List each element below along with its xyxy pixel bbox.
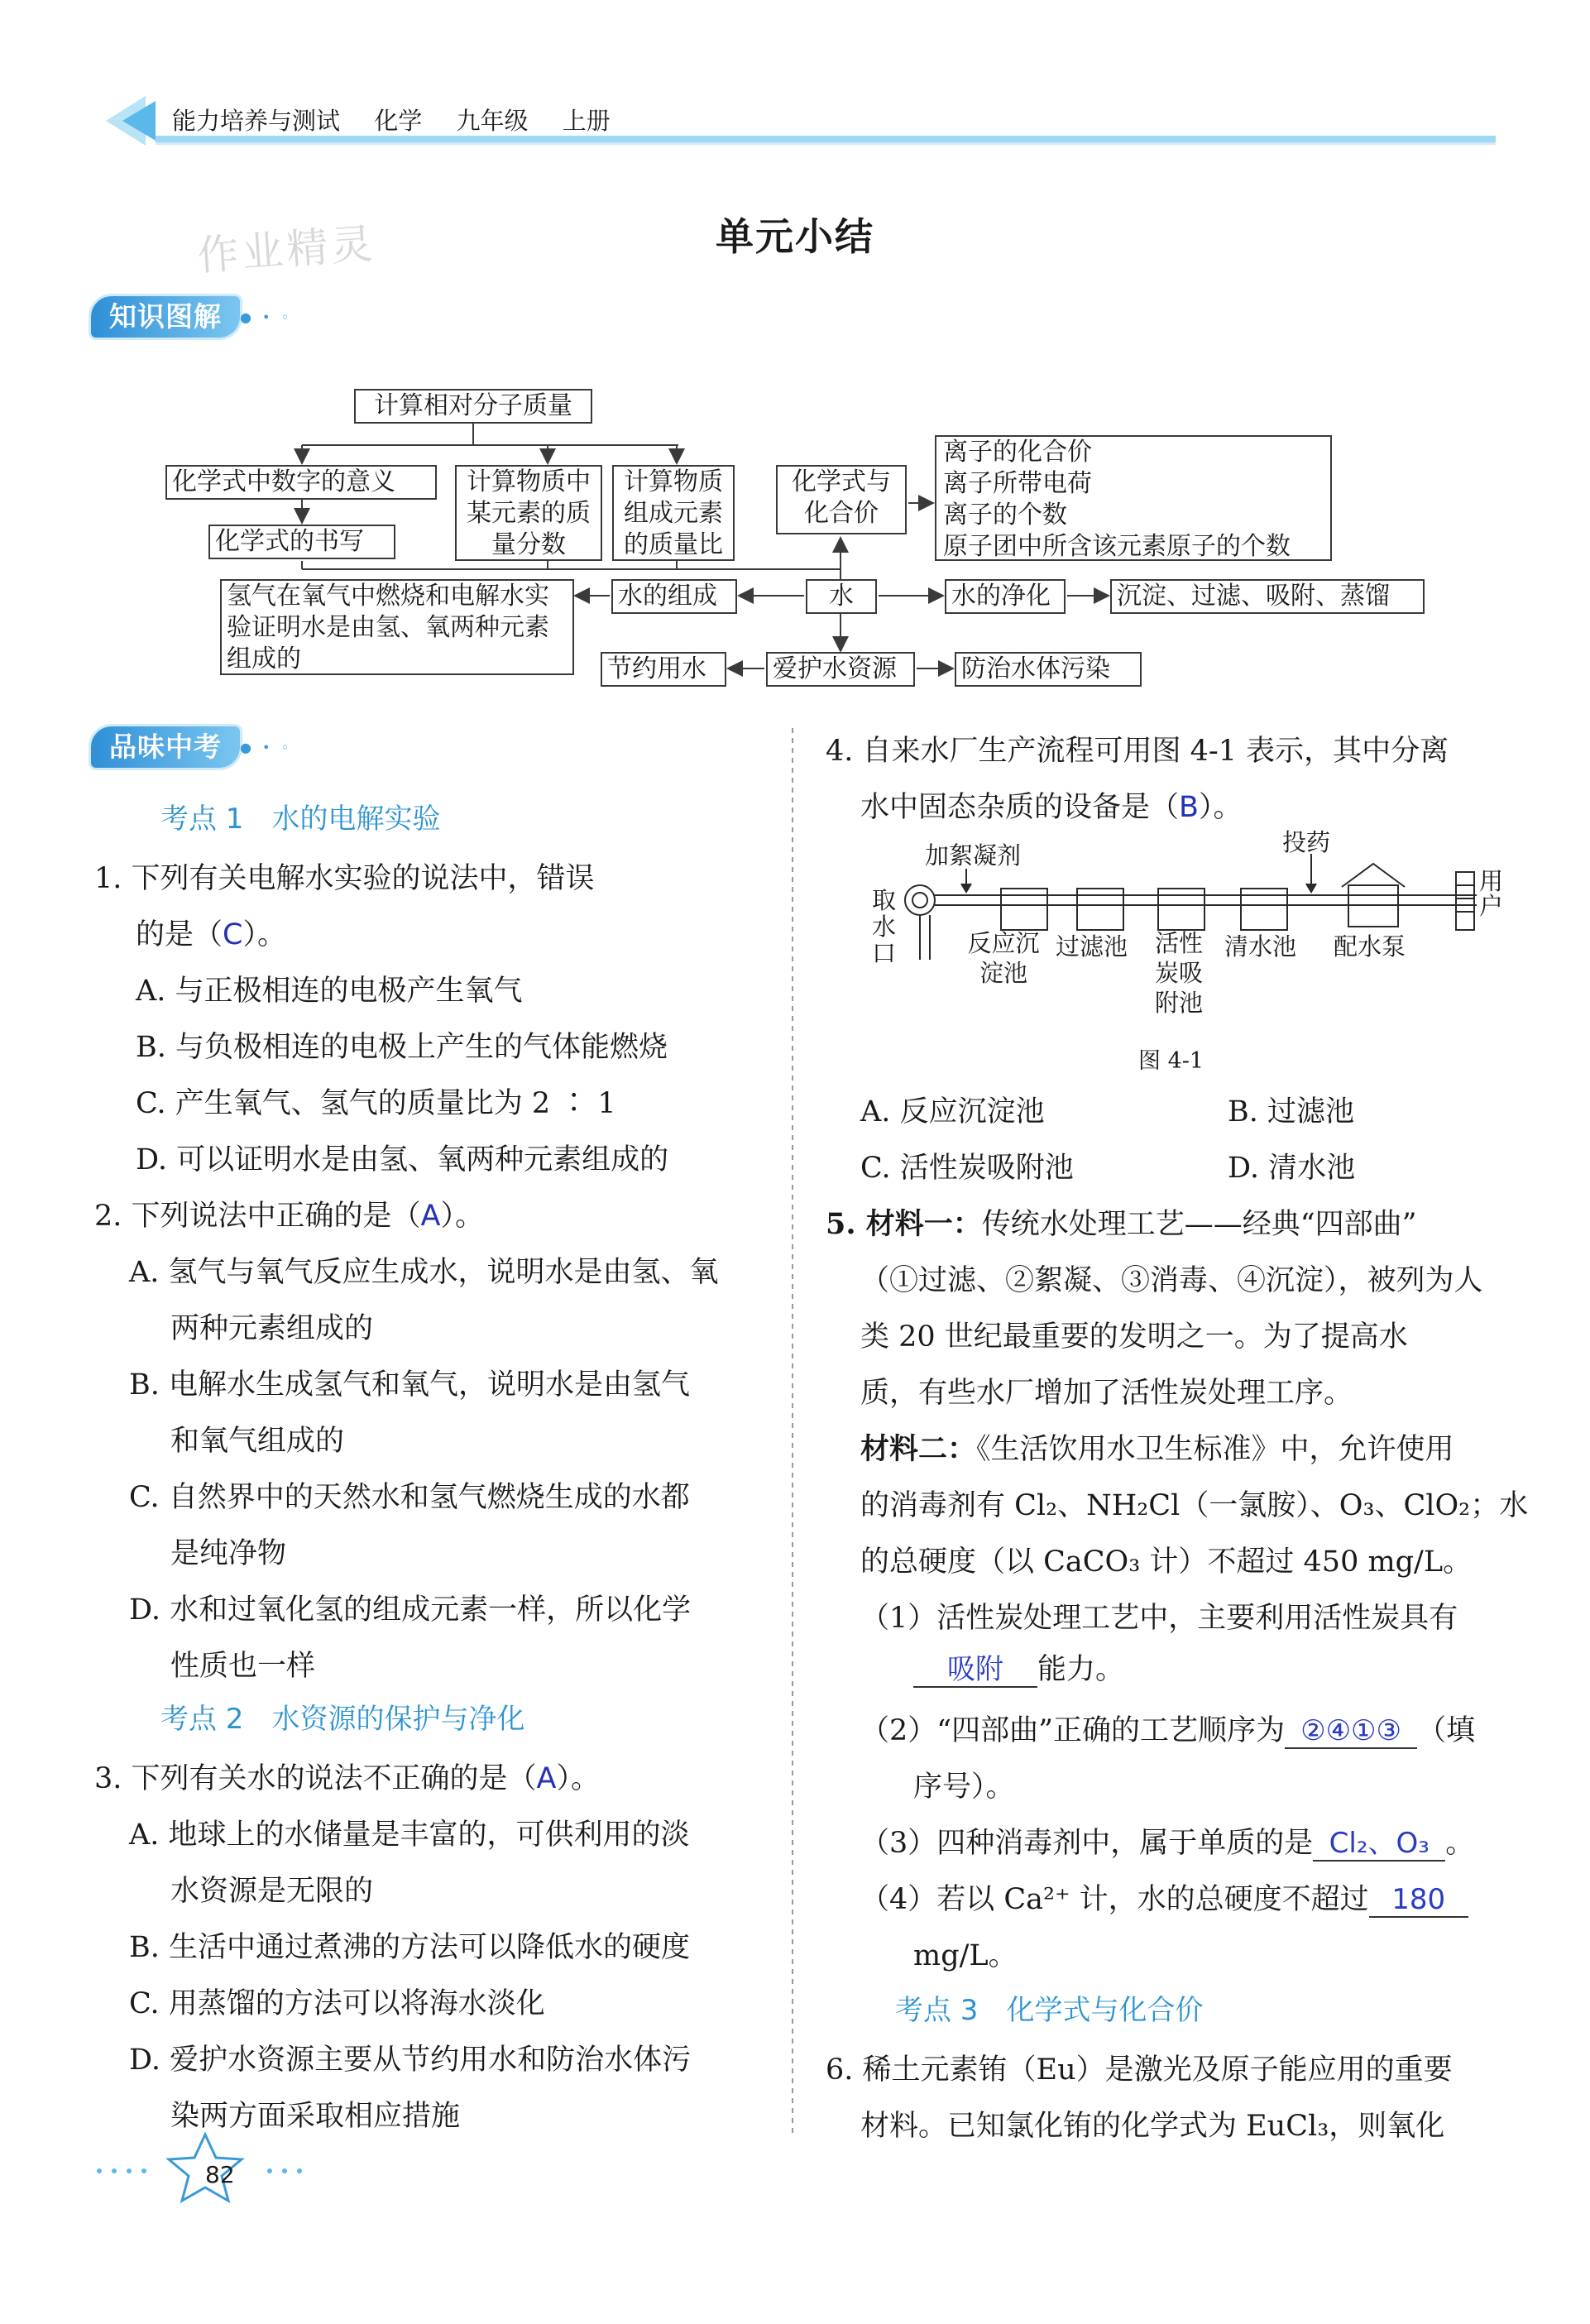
box-water-purification: 水的净化 xyxy=(945,579,1066,614)
section-exam-label: 品味中考 xyxy=(91,726,240,768)
box-hydrogen-proof: 氢气在氧气中燃烧和电解水实验证明水是由氢、氧两种元素组成的 xyxy=(220,579,574,675)
label-users: 用户 xyxy=(1479,867,1504,920)
q3-stem-end: ）。 xyxy=(556,1762,600,1795)
header-volume: 上册 xyxy=(562,107,611,135)
q2-stem-end: ）。 xyxy=(440,1200,484,1233)
q5-part3-answer: Cl₂、O₃ xyxy=(1313,1827,1445,1862)
header-grade: 九年级 xyxy=(456,107,529,135)
q3-option-d-line2: 染两方面采取相应措施 xyxy=(170,2100,461,2133)
q3-option-c: C. 用蒸馏的方法可以将海水淡化 xyxy=(129,1987,545,2020)
q5-part1-line2 xyxy=(913,1646,1124,1688)
q1-option-b: B. 与负极相连的电极上产生的气体能燃烧 xyxy=(136,1031,668,1064)
q4-option-c: C. 活性炭吸附池 xyxy=(860,1152,1074,1185)
kaodian-2: 考点 2 水资源的保护与净化 xyxy=(160,1703,525,1736)
page-number: 82 xyxy=(205,2161,235,2188)
q5-material2-text: 《生活饮用水卫生标准》中，允许使用 xyxy=(976,1433,1454,1466)
valence-item: 原子团中所含该元素原子的个数 xyxy=(943,532,1291,561)
q4-option-a: A. 反应沉淀池 xyxy=(860,1095,1045,1128)
label-clear: 清水池 xyxy=(1224,932,1297,961)
q5-part3-end: 。 xyxy=(1445,1827,1475,1860)
q5-part4-answer: 180 xyxy=(1369,1883,1468,1918)
q5-material1-text: 传统水处理工艺——经典“四部曲” xyxy=(981,1208,1417,1241)
q3-option-a-line2: 水资源是无限的 xyxy=(170,1875,374,1908)
q3-option-d-line1: D. 爱护水资源主要从节约用水和防治水体污 xyxy=(129,2044,692,2077)
box-protect-water: 爱护水资源 xyxy=(766,652,915,687)
label-dose: 投药 xyxy=(1282,828,1331,856)
figure-caption: 图 4-1 xyxy=(1138,1048,1204,1074)
q4-stem-text: 水中固态杂质的设备是（ xyxy=(860,791,1180,824)
header-book: 能力培养与测试 xyxy=(172,107,341,135)
label-filter: 过滤池 xyxy=(1056,932,1128,961)
q3-option-b: B. 生活中通过煮沸的方法可以降低水的硬度 xyxy=(129,1931,690,1964)
q6-line2: 材料。已知氯化铕的化学式为 EuCl₃，则氧化 xyxy=(860,2110,1445,2143)
valence-item: 离子所带电荷 xyxy=(943,469,1092,498)
q5-material1-line3: 类 20 世纪最重要的发明之一。为了提高水 xyxy=(860,1320,1408,1354)
q2-option-c-line2: 是纯净物 xyxy=(170,1537,287,1570)
box-formula-meaning: 化学式中数字的意义 xyxy=(165,465,437,500)
q2-stem-text: 2. 下列说法中正确的是（ xyxy=(94,1200,421,1233)
q5-part1-end: 能力。 xyxy=(1037,1653,1125,1686)
q5-part3-text: （3）四种消毒剂中，属于单质的是 xyxy=(860,1827,1314,1860)
q5-part1-answer: 吸附 xyxy=(913,1653,1037,1688)
box-mass-fraction: 计算物质中某元素的质量分数 xyxy=(455,465,602,561)
concept-map xyxy=(0,0,1590,745)
q3-option-a-line1: A. 地球上的水储量是丰富的，可供利用的淡 xyxy=(129,1818,690,1852)
q2-option-d-line2: 性质也一样 xyxy=(170,1650,316,1683)
q2-option-d-line1: D. 水和过氧化氢的组成元素一样，所以化学 xyxy=(129,1593,692,1627)
q4-stem-line2 xyxy=(860,784,1243,826)
q5-material1-line2: （①过滤、②絮凝、③消毒、④沉淀），被列为人 xyxy=(860,1264,1483,1297)
box-save-water: 节约用水 xyxy=(601,652,726,687)
q1-stem-line1: 1. 下列有关电解水实验的说法中，错误 xyxy=(94,862,595,895)
q4-stem-line1: 4. 自来水厂生产流程可用图 4-1 表示，其中分离 xyxy=(826,735,1449,768)
q5-part2-fill: （填 xyxy=(1417,1714,1476,1747)
q5-part4-text: （4）若以 Ca²⁺ 计，水的总硬度不超过 xyxy=(860,1883,1369,1916)
box-formula-writing: 化学式的书写 xyxy=(208,525,395,559)
box-valence-items xyxy=(935,435,1332,561)
q5-material1-line4: 质，有些水厂增加了活性炭处理工序。 xyxy=(860,1377,1353,1410)
q5-part4-line1 xyxy=(860,1876,1468,1918)
q5-material2-line3: 的总硬度（以 CaCO₃ 计）不超过 450 mg/L。 xyxy=(860,1545,1473,1579)
valence-item: 离子的化合价 xyxy=(943,438,1092,467)
q2-option-c-line1: C. 自然界中的天然水和氢气燃烧生成的水都 xyxy=(129,1481,690,1514)
q2-option-b-line1: B. 电解水生成氢气和氧气，说明水是由氢气 xyxy=(129,1368,690,1402)
q5-material1-line1 xyxy=(826,1201,1417,1243)
q5-part2-line1 xyxy=(860,1708,1475,1749)
kaodian-1: 考点 1 水的电解实验 xyxy=(160,803,441,836)
dots-icon: ● • ◦ xyxy=(240,309,293,325)
q5-part3 xyxy=(860,1820,1474,1862)
box-purification-methods: 沉淀、过滤、吸附、蒸馏 xyxy=(1110,579,1425,614)
q1-option-c: C. 产生氧气、氢气的质量比为 2 ∶ 1 xyxy=(136,1087,616,1120)
watermark-logo: 作业精灵 xyxy=(195,219,378,280)
q1-option-a: A. 与正极相连的电极产生氧气 xyxy=(136,975,523,1008)
section-exam-badge xyxy=(91,726,292,768)
q4-option-d: D. 清水池 xyxy=(1228,1152,1356,1185)
q1-stem-line2 xyxy=(136,912,286,953)
box-prevent-pollution: 防治水体污染 xyxy=(955,652,1142,687)
q5-material2-line1 xyxy=(860,1426,1454,1468)
kaodian-3: 考点 3 化学式与化合价 xyxy=(895,1994,1204,2027)
q1-stem-end: ）。 xyxy=(242,918,286,951)
water-plant-diagram xyxy=(860,828,1506,1074)
section-knowledge-label: 知识图解 xyxy=(91,296,240,338)
q2-option-b-line2: 和氧气组成的 xyxy=(170,1425,345,1458)
q3-stem xyxy=(94,1756,600,1797)
q5-material2-line2: 的消毒剂有 Cl₂、NH₂Cl（一氯胺）、O₃、ClO₂；水 xyxy=(860,1489,1529,1522)
column-divider xyxy=(791,728,794,2135)
box-water: 水 xyxy=(806,579,877,614)
q4-stem-end: ）。 xyxy=(1199,791,1243,824)
box-water-composition: 水的组成 xyxy=(611,579,737,614)
valence-item: 离子的个数 xyxy=(943,501,1067,529)
box-formula-valence: 化学式与化合价 xyxy=(776,465,907,534)
q2-stem xyxy=(94,1193,484,1234)
q3-answer: A xyxy=(536,1762,557,1795)
label-coagulant: 加絮凝剂 xyxy=(925,841,1022,870)
dots-icon: ● • ◦ xyxy=(240,739,293,755)
box-mass-ratio: 计算物质组成元素的质量比 xyxy=(612,465,735,561)
q4-option-b: B. 过滤池 xyxy=(1228,1095,1354,1128)
q3-stem-text: 3. 下列有关水的说法不正确的是（ xyxy=(94,1762,537,1795)
q5-material1-label: 5. 材料一： xyxy=(826,1207,982,1241)
q5-material2-label: 材料二： xyxy=(860,1432,977,1466)
label-pump: 配水泵 xyxy=(1334,932,1406,961)
q4-answer: B xyxy=(1179,791,1200,824)
q1-option-d: D. 可以证明水是由氢、氧两种元素组成的 xyxy=(136,1143,669,1176)
q5-part1-line1: （1）活性炭处理工艺中，主要利用活性炭具有 xyxy=(860,1602,1458,1635)
q5-part2-line2: 序号）。 xyxy=(913,1771,1015,1804)
q5-part4-line2: mg/L。 xyxy=(913,1939,1018,1972)
label-intake: 取水口 xyxy=(872,886,897,967)
q2-option-a-line1: A. 氢气与氧气反应生成水，说明水是由氢、氧 xyxy=(129,1256,719,1289)
label-carbon: 活性炭吸附池 xyxy=(1154,929,1203,1017)
q5-part2-text: （2）“四部曲”正确的工艺顺序为 xyxy=(860,1714,1286,1747)
q1-answer: C xyxy=(223,918,243,951)
box-relative-mass: 计算相对分子质量 xyxy=(354,389,592,424)
q2-answer: A xyxy=(420,1200,441,1233)
header-subject: 化学 xyxy=(374,107,423,135)
q2-option-a-line2: 两种元素组成的 xyxy=(170,1312,374,1345)
q5-part2-answer: ②④①③ xyxy=(1285,1714,1417,1749)
label-sediment: 反应沉淀池 xyxy=(967,929,1040,987)
page-title: 单元小结 xyxy=(716,214,874,259)
q1-stem-text: 的是（ xyxy=(136,918,223,951)
q6-line1: 6. 稀土元素铕（Eu）是激光及原子能应用的重要 xyxy=(826,2053,1453,2087)
